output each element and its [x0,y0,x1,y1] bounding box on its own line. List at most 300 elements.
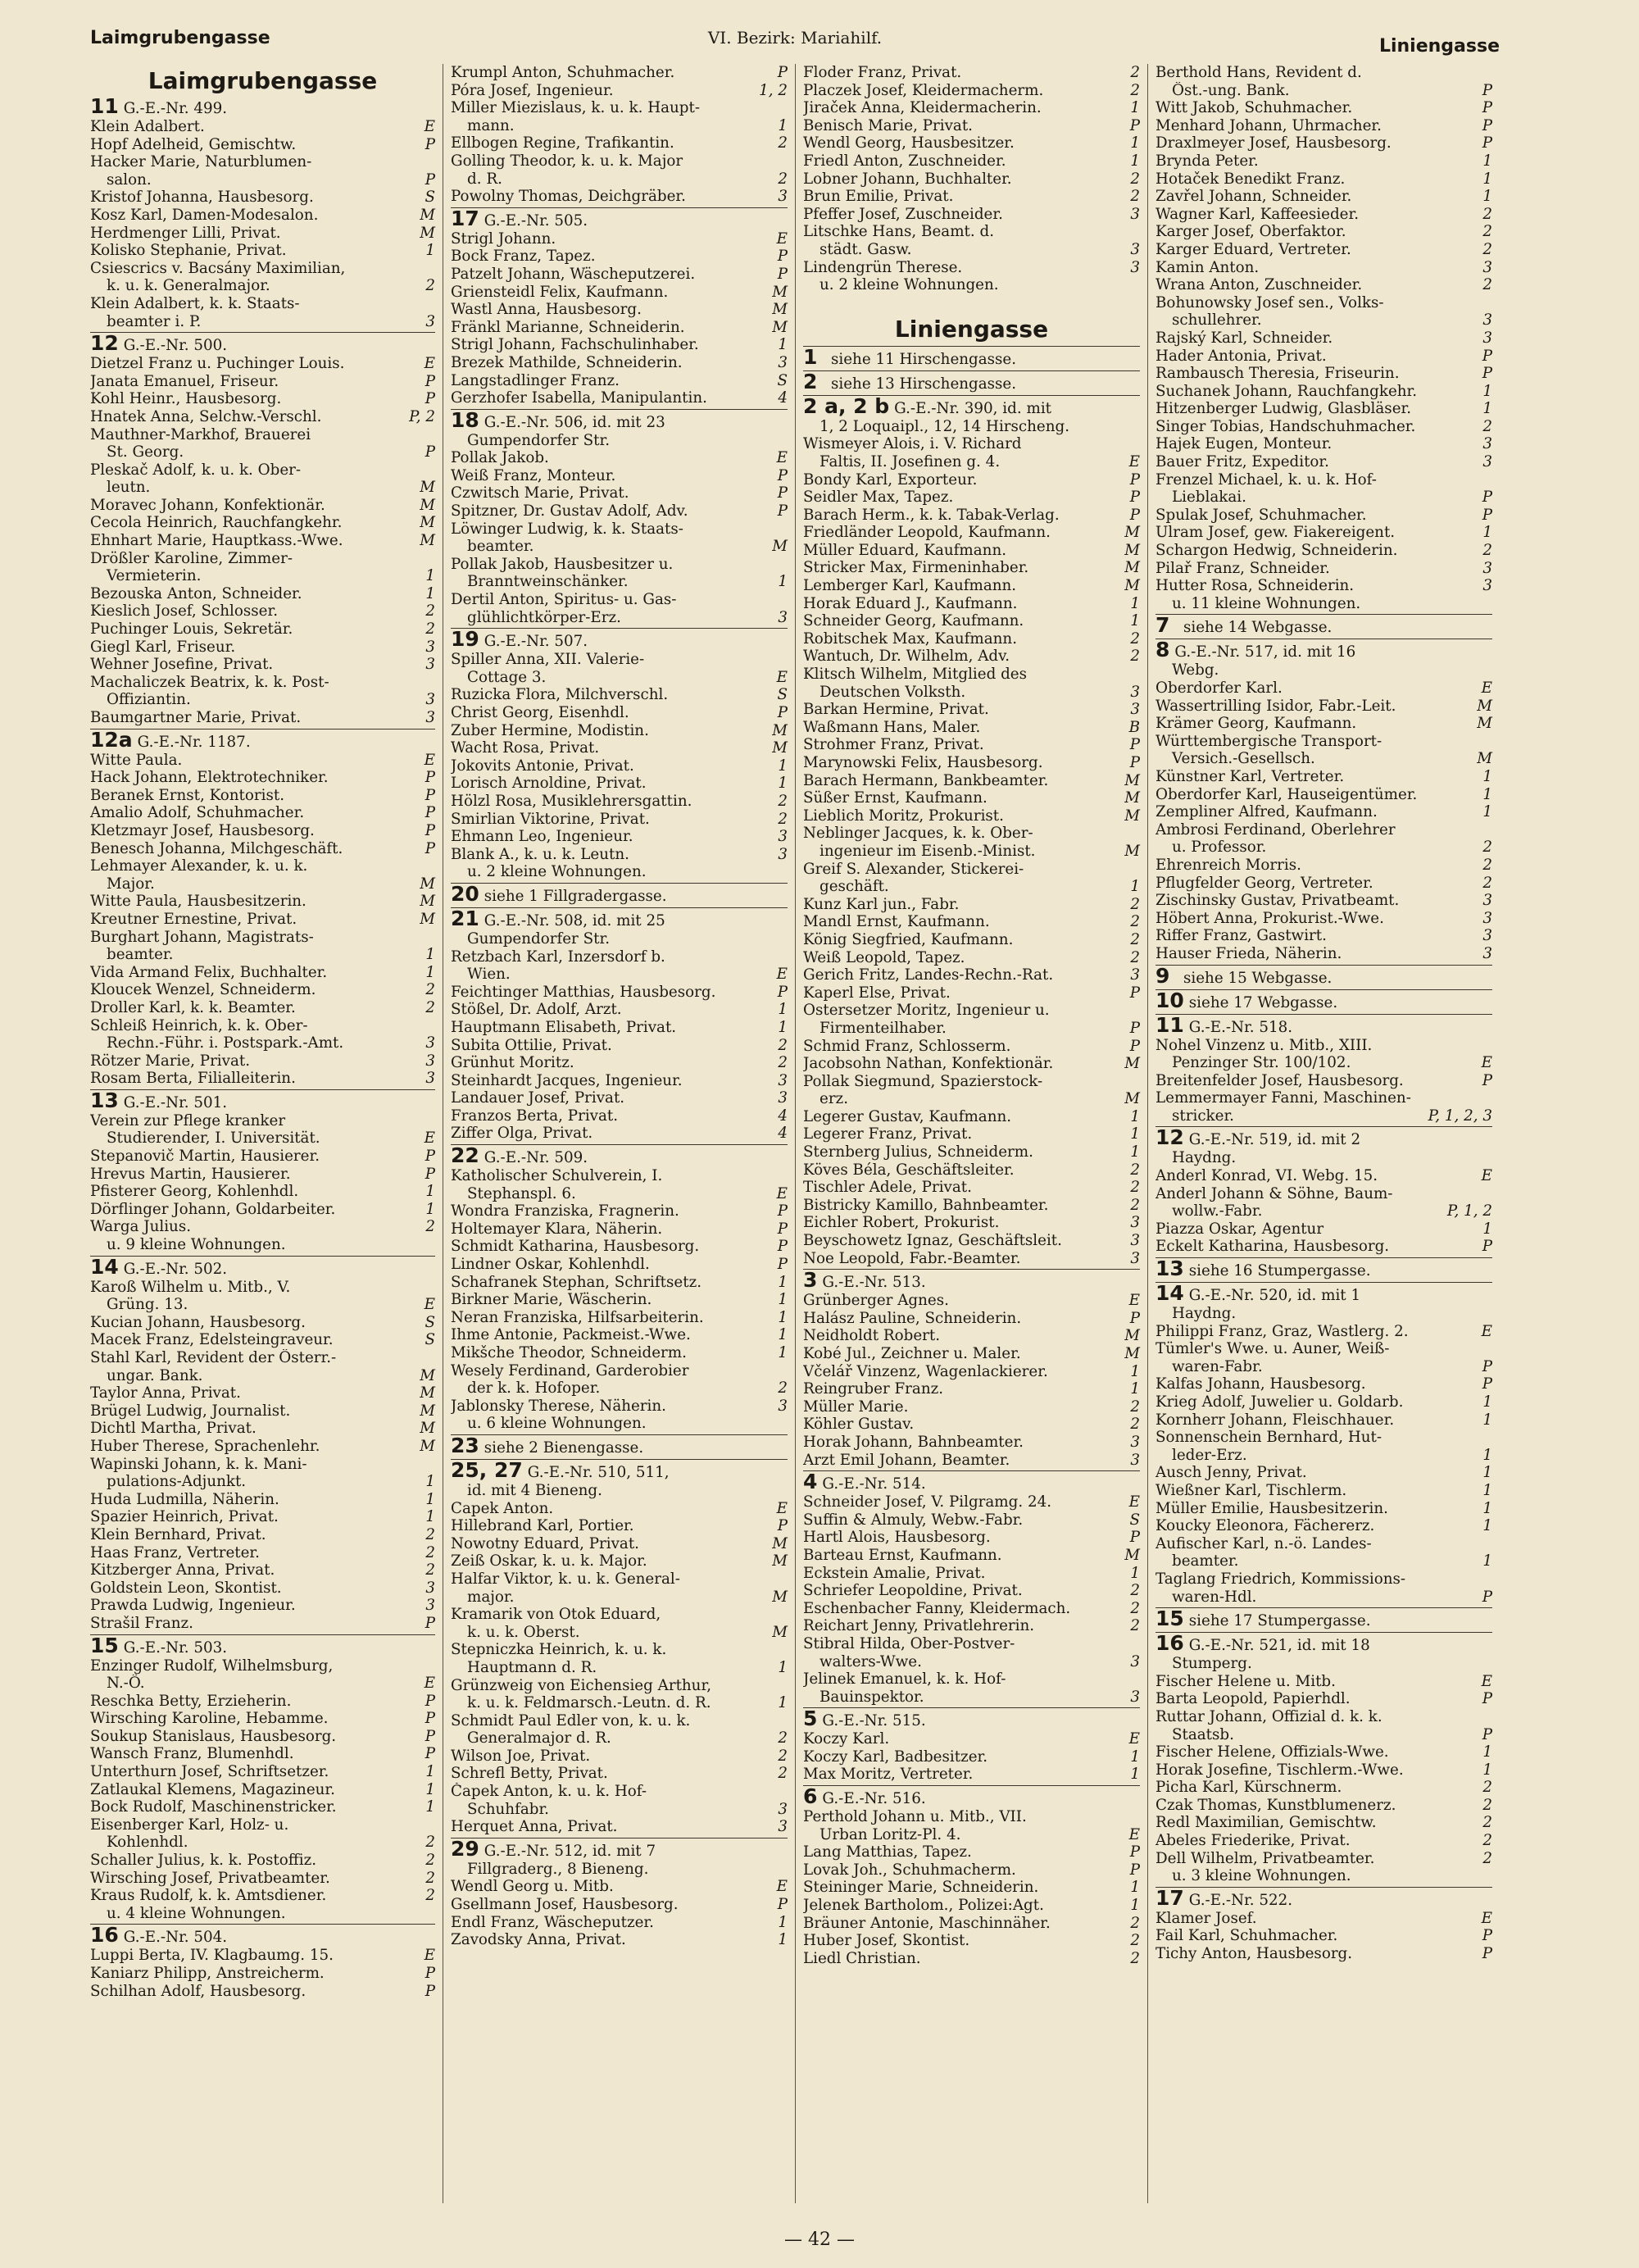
resident-entry [90,550,435,568]
floor-code: 3 [1130,1688,1140,1706]
resident-entry [803,1310,1140,1328]
house-info: G.-E.-Nr. 513. [822,1274,926,1292]
entry-text: Tichy Anton, Hausbesorg. [1155,1945,1353,1963]
entry-text: Giegl Karl, Friseur. [90,638,236,656]
entry-text: Barkan Hermine, Privat. [803,701,989,719]
entry-text: Steininger Marie, Schneiderin. [803,1879,1039,1897]
floor-code: 1 [1130,1362,1140,1380]
resident-entry [451,134,788,152]
resident-entry [1155,383,1492,401]
entry-text: Kornherr Johann, Fleischhauer. [1155,1411,1395,1429]
floor-code: 3 [1482,927,1492,945]
resident-entry [803,1292,1140,1310]
divider [803,1707,1140,1708]
entry-text: Staatsb. [1172,1725,1234,1743]
house-heading [451,627,788,652]
entry-text: Cottage 3. [467,668,547,686]
resident-entry [451,704,788,722]
resident-entry [1155,733,1492,751]
floor-code: 2 [778,134,788,152]
floor-code: 1 [1130,134,1140,152]
resident-entry [1155,857,1492,875]
floor-code: E [1481,1054,1492,1072]
resident-entry [1155,1517,1492,1535]
directory-columns [90,64,1500,2203]
entry-text: Landauer Josef, Privat. [451,1089,625,1107]
floor-code: 1 [1130,152,1140,170]
entry-text: Kucian Johann, Hausbesorg. [90,1313,306,1331]
resident-entry [451,828,788,846]
divider [1155,1887,1492,1888]
floor-code: M [420,496,435,514]
resident-entry [451,930,788,948]
entry-text: Koucky Eleonora, Fächererz. [1155,1517,1375,1535]
floor-code: 1 [1130,612,1140,630]
entry-text: Draxlmeyer Josef, Hausbesorg. [1155,134,1392,152]
floor-code: E [1481,1167,1492,1185]
page-header [90,25,1500,61]
house-heading [1155,1281,1492,1306]
floor-code: B [1128,718,1140,736]
floor-code: S [777,686,788,704]
entry-text: u. 11 kleine Wohnungen. [1172,594,1361,612]
entry-text: Branntweinschänker. [467,573,629,591]
entry-text: Süßer Ernst, Kaufmann. [803,789,987,807]
resident-entry [451,846,788,864]
house-heading [1155,963,1492,988]
house-heading [90,1254,435,1279]
entry-text: Včelář Vinzenz, Wagenlackierer. [803,1362,1048,1380]
entry-text: Hillebrand Karl, Portier. [451,1517,634,1535]
entry-text: Gumpendorfer Str. [467,929,611,948]
resident-entry [803,736,1140,754]
floor-code: 3 [1482,435,1492,453]
resident-entry [90,189,435,207]
resident-entry [451,152,788,170]
entry-text: Haydng. [1172,1149,1237,1167]
resident-entry [1155,1910,1492,1928]
floor-code: 1 [778,1291,788,1309]
resident-entry [90,1615,435,1633]
entry-text: Dietzel Franz u. Puchinger Louis. [90,355,345,373]
floor-code: 3 [425,1070,435,1088]
resident-entry [1155,170,1492,189]
floor-code: M [420,1402,435,1420]
divider [90,1256,435,1257]
entry-text: 1, 2 Loquaipl., 12, 14 Hirscheng. [820,417,1070,435]
entry-text: Gsellmann Josef, Hausbesorg. [451,1896,679,1914]
resident-entry [451,1037,788,1055]
resident-entry [90,1236,435,1254]
floor-code: 3 [1482,909,1492,927]
floor-code: 3 [425,638,435,656]
floor-code: 3 [778,1800,788,1818]
entry-text: Spiller Anna, XII. Valerie- [451,651,645,669]
entry-text: Bistricky Kamillo, Bahnbeamter. [803,1196,1049,1214]
resident-entry [90,1965,435,1983]
floor-code: P [425,1727,435,1745]
floor-code: 2 [1130,1949,1140,1967]
floor-code: P [1482,116,1492,134]
resident-entry [451,1125,788,1143]
resident-entry [451,520,788,539]
entry-text: Spazier Heinrich, Privat. [90,1508,279,1526]
resident-entry [90,875,435,893]
resident-entry [1155,348,1492,366]
floor-code: P [777,265,788,283]
floor-code: 1 [1482,785,1492,803]
house-number: 29 [451,1836,479,1861]
resident-entry [90,893,435,911]
floor-code: 2 [425,1561,435,1579]
house-number: 13 [1155,1257,1184,1281]
entry-text: Zavodsky Anna, Privat. [451,1931,626,1949]
resident-entry [451,82,788,100]
entry-text: Krumpl Anton, Schuhmacher. [451,64,675,81]
resident-entry [90,225,435,243]
resident-entry [90,964,435,982]
resident-entry [803,241,1140,259]
house-info: G.-E.-Nr. 1187. [137,733,251,751]
resident-entry [90,691,435,709]
floor-code: P, 1, 2, 3 [1428,1107,1492,1125]
floor-code: E [424,751,435,769]
resident-entry [451,1326,788,1344]
divider [803,1269,1140,1270]
entry-text: Beranek Ernst, Kontorist. [90,786,285,804]
house-number: 16 [90,1923,119,1948]
house-number: 10 [1155,988,1184,1012]
floor-code: 3 [778,188,788,206]
floor-code: P [1482,365,1492,383]
resident-entry [451,336,788,354]
entry-text: Hopf Adelheid, Gemischtw. [90,135,297,153]
entry-text: Schmid Franz, Schlosserm. [803,1037,1011,1055]
resident-entry [1155,259,1492,277]
resident-entry [803,507,1140,525]
entry-text: Spulak Josef, Schuhmacher. [1155,506,1367,524]
house-info: G.-E.-Nr. 515. [822,1712,926,1730]
house-heading [803,1268,1140,1293]
entry-text: Wirsching Josef, Privatbeamter. [90,1869,330,1887]
entry-text: Tümler's Wwe. u. Auner, Weiß- [1155,1340,1390,1358]
resident-entry [451,301,788,319]
entry-text: Barach Hermann, Bankbeamter. [803,771,1049,789]
resident-entry [451,1482,788,1500]
divider [451,1434,788,1435]
resident-entry [90,656,435,674]
entry-text: Bock Rudolf, Maschinenstricker. [90,1798,337,1816]
entry-text: Kraus Rudolf, k. k. Amtsdiener. [90,1887,327,1905]
entry-text: Gerzhofer Isabella, Manipulantin. [451,389,707,407]
entry-text: König Siegfried, Kaufmann. [803,930,1014,948]
resident-entry [90,1473,435,1491]
resident-entry [451,811,788,829]
floor-code: 1 [778,1326,788,1344]
house-heading [803,1784,1140,1809]
entry-text: Arzt Emil Johann, Beamter. [803,1451,1010,1469]
resident-entry [1155,1690,1492,1708]
resident-entry [1155,1411,1492,1429]
resident-entry [451,1748,788,1766]
floor-code: P [1129,984,1140,1002]
floor-code: P [425,1745,435,1763]
floor-code: P [1129,754,1140,771]
floor-code: 2 [1130,1196,1140,1214]
entry-text: Eckelt Katharina, Hausbesorg. [1155,1238,1390,1256]
house-heading [1155,1885,1492,1910]
resident-entry [451,1362,788,1380]
resident-entry [1155,1655,1492,1673]
resident-entry [451,863,788,881]
entry-text: Ausch Jenny, Privat. [1155,1464,1307,1482]
entry-text: St. Georg. [107,443,184,461]
entry-text: Wilson Joe, Privat. [451,1747,591,1765]
floor-code: M [1124,1345,1140,1362]
floor-code: 2 [1482,1779,1492,1797]
entry-text: Horak Eduard J., Kaufmann. [803,594,1018,612]
floor-code: P [425,372,435,390]
resident-entry [803,1493,1140,1511]
entry-text: Schilhan Adolf, Hausbesorg. [90,1982,306,2000]
resident-entry [803,1250,1140,1268]
column-2 [443,64,795,2203]
divider [1155,614,1492,615]
entry-text: Müller Marie. [803,1398,909,1416]
floor-code: 3 [778,1397,788,1415]
house-info: G.-E.-Nr. 504. [123,1929,228,1947]
resident-entry [803,1730,1140,1748]
floor-code: 1 [1482,1446,1492,1464]
resident-entry [803,861,1140,879]
resident-entry [1155,803,1492,821]
floor-code: 1 [1482,1220,1492,1238]
house-heading [451,407,788,432]
entry-text: Horak Johann, Bahnbeamter. [803,1433,1024,1451]
resident-entry [451,170,788,189]
entry-text: Enzinger Rudolf, Wilhelmsburg, [90,1657,334,1675]
entry-text: Grünberger Agnes. [803,1292,949,1310]
divider [1155,1607,1492,1608]
resident-entry [451,1185,788,1203]
entry-text: Bauinspektor. [820,1688,924,1706]
resident-entry [451,1896,788,1914]
house-heading [451,881,788,906]
floor-code: 1 [778,1913,788,1931]
entry-text: Kristof Johanna, Hausbesorg. [90,189,314,207]
entry-text: Kunz Karl jun., Fabr. [803,895,960,913]
resident-entry [803,896,1140,914]
resident-entry [1155,1743,1492,1761]
resident-entry [90,1129,435,1148]
entry-text: Lovak Joh., Schuhmacherm. [803,1861,1016,1879]
entry-text: Jokovits Antonie, Privat. [451,757,634,775]
entry-text: Schafranek Stephan, Schriftsetz. [451,1273,702,1291]
floor-code: 1 [1482,1411,1492,1429]
resident-entry [451,117,788,135]
resident-entry [803,1161,1140,1179]
column-3 [795,64,1147,2203]
divider [1155,1632,1492,1633]
resident-entry [803,931,1140,949]
entry-text: Wacht Rosa, Privat. [451,739,600,757]
floor-code: 3 [1482,944,1492,962]
floor-code: S [1129,1511,1140,1529]
floor-code: 2 [778,1765,788,1783]
floor-code: 1 [425,1798,435,1816]
entry-text: städt. Gasw. [820,240,912,258]
resident-entry [451,1379,788,1398]
resident-entry [90,1675,435,1693]
entry-text: mann. [467,116,515,134]
entry-text: Čapek Anton, k. u. k. Hof- [451,1783,647,1801]
resident-entry [803,1932,1140,1950]
resident-entry [451,1861,788,1879]
floor-code: P [1482,81,1492,99]
resident-entry [451,1641,788,1659]
resident-entry [90,1781,435,1799]
entry-text: Czak Thomas, Kunstblumenerz. [1155,1796,1396,1814]
resident-entry [1155,945,1492,963]
resident-entry [451,609,788,627]
entry-text: Wantuch, Dr. Wilhelm, Adv. [803,648,1010,666]
entry-text: Versich.-Gesellsch. [1172,750,1315,768]
resident-entry [90,1491,435,1509]
entry-text: Suchanek Johann, Rauchfangkehr. [1155,382,1418,400]
floor-code: P [1482,1375,1492,1393]
resident-entry [1155,82,1492,100]
resident-entry [451,1729,788,1748]
floor-code: 3 [1482,329,1492,347]
floor-code: 1 [1482,1464,1492,1482]
resident-entry [451,1398,788,1416]
floor-code: 1 [778,1018,788,1036]
entry-text: Anderl Johann & Söhne, Baum- [1155,1184,1393,1202]
resident-entry [803,1808,1140,1826]
floor-code: P [777,983,788,1001]
floor-code: 1 [425,567,435,585]
floor-code: P [425,135,435,153]
entry-text: Oberdorfer Karl, Hauseigentümer. [1155,785,1418,803]
resident-entry [451,99,788,117]
house-info: G.-E.-Nr. 499. [123,100,228,117]
resident-entry [90,1279,435,1297]
resident-entry [803,1380,1140,1398]
resident-entry [90,1349,435,1367]
floor-code: P [425,1982,435,2000]
entry-text: Benisch Marie, Privat. [803,116,973,134]
entry-text: Christ Georg, Eisenhdl. [451,704,629,721]
entry-text: beamter. [467,538,534,556]
entry-text: Kreutner Ernestine, Privat. [90,910,297,928]
resident-entry [1155,1570,1492,1589]
resident-entry [803,1434,1140,1452]
resident-entry [451,1019,788,1037]
resident-entry [1155,1673,1492,1691]
resident-entry [451,1309,788,1327]
house-number: 14 [1155,1281,1184,1306]
entry-text: Müller Eduard, Kaufmann. [803,541,1007,559]
floor-code: 1 [778,573,788,591]
floor-code: E [424,1675,435,1693]
resident-entry [90,1870,435,1888]
floor-code: M [772,301,788,319]
entry-text: Brun Emilie, Privat. [803,188,954,206]
house-number: 16 [1155,1631,1184,1656]
entry-text: k. u. k. Feldmarsch.-Leutn. d. R. [467,1694,711,1712]
entry-text: Bauer Fritz, Expeditor. [1155,453,1329,471]
house-number: 20 [451,881,479,906]
resident-entry [1155,1708,1492,1726]
entry-text: Kosz Karl, Damen-Modesalon. [90,206,319,224]
floor-code: 3 [425,691,435,709]
entry-text: Zuber Hermine, Modistin. [451,721,649,739]
entry-text: Eisenberger Karl, Holz- u. [90,1816,289,1834]
floor-code: M [420,875,435,893]
entry-text: Lemberger Karl, Kaufmann. [803,577,1017,595]
entry-text: Gerich Fritz, Landes-Rechn.-Rat. [803,966,1054,984]
entry-text: Cecola Heinrich, Rauchfangkehr. [90,514,343,532]
entry-text: Liedl Christian. [803,1949,921,1967]
floor-code: 2 [778,1729,788,1748]
resident-entry [90,443,435,461]
house-info: siehe 2 Bienengasse. [484,1439,644,1457]
resident-entry [90,207,435,225]
resident-entry [451,538,788,556]
resident-entry [803,807,1140,825]
entry-text: Kohl Heinr., Hausbesorg. [90,390,282,408]
floor-code: M [420,532,435,550]
resident-entry [1155,875,1492,893]
floor-code: 2 [1130,913,1140,931]
floor-code: 2 [425,998,435,1016]
floor-code: 2 [425,1543,435,1561]
floor-code: E [776,1184,788,1202]
floor-code: 1 [1482,524,1492,542]
entry-text: Klein Adalbert. [90,118,205,135]
floor-code: 2 [1130,1398,1140,1416]
resident-entry [451,1589,788,1607]
divider [803,1785,1140,1786]
entry-text: Schargon Hedwig, Schneiderin. [1155,542,1398,560]
floor-code: 1 [1130,594,1140,612]
resident-entry [90,153,435,171]
floor-code: E [1128,1493,1140,1511]
resident-entry [1155,1149,1492,1167]
entry-text: Stepniczka Heinrich, k. u. k. [451,1641,667,1659]
divider [451,907,788,908]
entry-text: Wien. [467,966,511,984]
entry-text: Ehmann Leo, Ingenieur. [451,828,633,846]
entry-text: Mauthner-Markhof, Brauerei [90,425,311,443]
entry-text: Eckstein Amalie, Privat. [803,1564,986,1582]
entry-text: Hrevus Martin, Hausierer. [90,1165,291,1183]
entry-text: Klamer Josef. [1155,1909,1257,1927]
floor-code: 1 [1130,1143,1140,1161]
floor-code: 1 [425,1473,435,1491]
resident-entry [90,1052,435,1070]
entry-text: Fränkl Marianne, Schneiderin. [451,318,685,336]
resident-entry [451,1274,788,1292]
floor-code: 1 [425,1490,435,1508]
resident-entry [451,948,788,966]
resident-entry [451,1765,788,1783]
resident-entry [1155,117,1492,135]
floor-code: 2 [778,1379,788,1398]
floor-code: 1 [1482,382,1492,400]
resident-entry [803,542,1140,560]
entry-text: N.-Ö. [107,1675,145,1693]
